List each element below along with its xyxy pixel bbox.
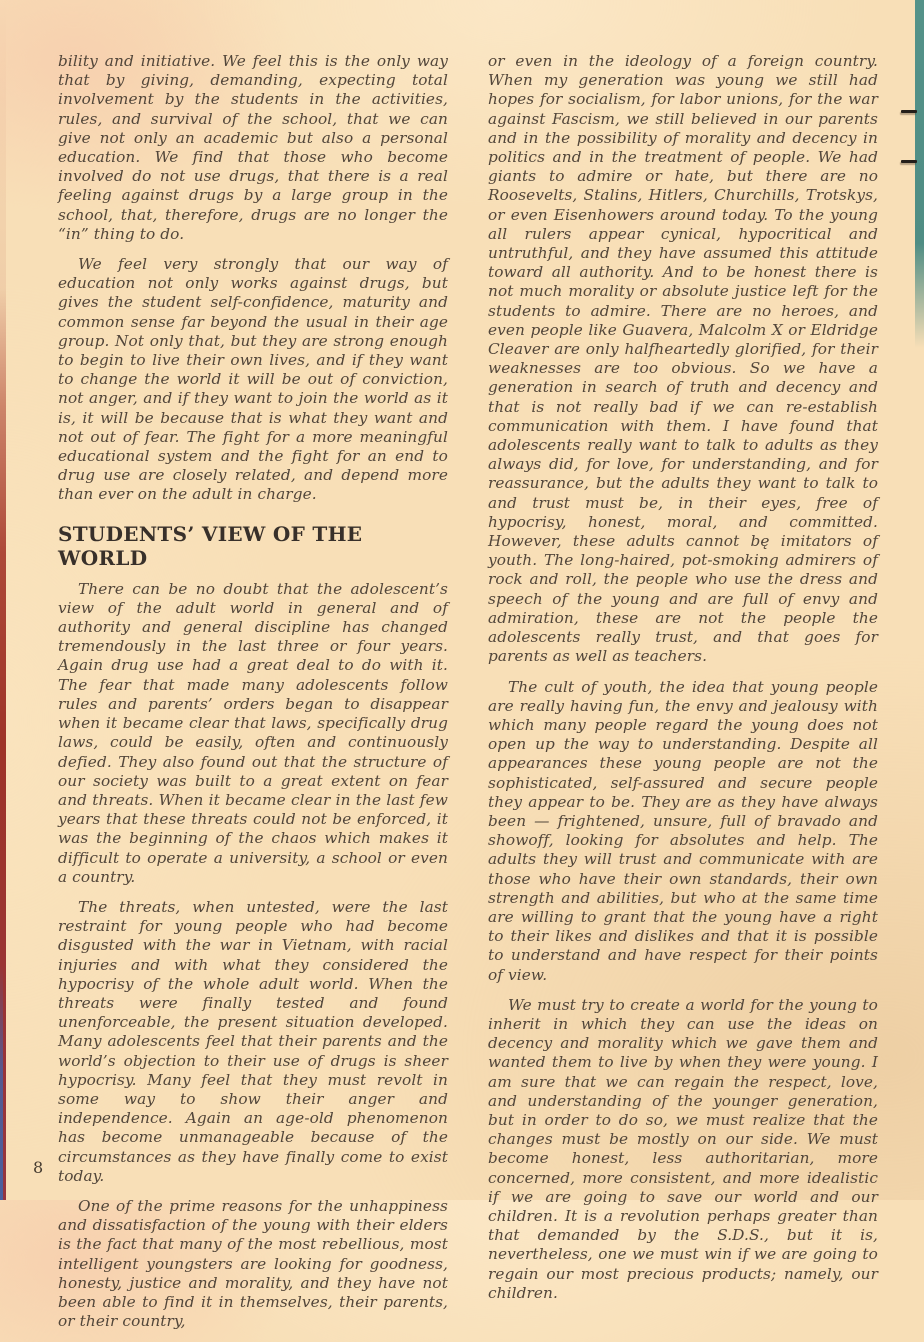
left-column xyxy=(58,52,448,1342)
staple-mark xyxy=(901,160,917,163)
staple-mark xyxy=(901,110,917,113)
paragraph: There can be no doubt that the adolescent’s view of the adult world in general and of authority and general discipline has changed tremendously in the last three or four years. Again drug use had a great deal to do with it. The fear that made many adolescents follow rules and parents’ orders began to disappear when it became clear that laws, specifically drug laws, could be easily, often and continuously defied. They also found out that the structure of our society was built to a great extent on fear and threats. When it became clear in the last few years that these threats could not be enforced, it was the beginning of the chaos which makes it difficult to operate a university, a school or even a country. xyxy=(58,579,448,886)
text-columns xyxy=(58,52,878,1342)
paragraph: We feel very strongly that our way of education not only works against drugs, but gives the student self-confidence, maturity and common sense far beyond the usual in their age group. Not only that, but they are strong enough to begin to live their own lives, and if they want to change the world it will be out of conviction, not anger, and if they want to join the world as it is, it will be because that is what they want and not out of fear. The fight for a more meaningful educational system and the fight for an end to drug use are closely related, and depend more than ever on the adult in charge. xyxy=(58,255,448,504)
paragraph: We must try to create a world for the young to inherit in which they can use the ideas on decency and morality which we gave them and wanted them to live by when they were young. I am sure that we can regain the respect, love, and understanding of the younger generation, but in order to do so, we must realize that the changes must be mostly on our side. We must become honest, less authoritarian, more concerned, more consistent, and more idealistic if we are going to save our world and our children. It is a revolution perhaps greater than that demanded by the S.D.S., but it is, nevertheless, one we must win if we are going to regain our most precious products; namely, our children. xyxy=(488,995,878,1302)
paragraph: The threats, when untested, were the last restraint for young people who had become disgusted with the war in Vietnam, with racial injuries and with what they considered the hypocrisy of the whole adult world. When the threats were finally tested and found unenforceable, the present situation developed. Many adolescents feel that their parents and the world’s objection to their use of drugs is sheer hypocrisy. Many feel that they must revolt in some way to show their anger and independence. Again an age-old phenomenon has become unmanageable because of the circumstances as they have finally come to exist today. xyxy=(58,897,448,1185)
right-column xyxy=(488,52,878,1342)
paragraph-continuation: bility and initiative. We feel this is the only way that by giving, demanding, expecting total involvement by the students in the activities, rules, and survival of the school, that we can give not only an academic but also a personal education. We find that those who become involved do not use drugs, that there is a real feeling against drugs by a large group in the school, that, therefore, drugs are no longer the “in” thing to do. xyxy=(58,52,448,243)
paragraph-continuation: or even in the ideology of a foreign country. When my generation was young we still had hopes for socialism, for labor unions, for the war against Fascism, we still believed in our parents and in the possibility of morality and decency in politics and in the treatment of people. We had giants to admire or hate, but there are no Roosevelts, Stalins, Hitlers, Churchills, Trotskys, or even Eisenhowers around today. To the young all rulers appear cynical, hypocritical and untruthful, and they have assumed this attitude toward all authority. And to be honest there is not much morality or absolute justice left for the students to admire. There are no heroes, and even people like Guavera, Malcolm X or Eldridge Cleaver are only halfheartedly glorified, for their weaknesses are too obvious. So we have a generation in search of truth and decency and that is not really bad if we can re-establish communication with them. I have found that adolescents really want to talk to adults as they always did, for love, for understanding, and for reassurance, but the adults they want to talk to and trust must be, in their eyes, free of hypocrisy, honest, moral, and committed. However, these adults cannot bę imitators of youth. The long-haired, pot-smoking admirers of rock and roll, the people who use the dress and speech of the young and are full of envy and admiration, these are not the people the adolescents really trust, and that goes for parents as well as teachers. xyxy=(488,52,878,666)
section-heading: STUDENTS’ VIEW OF THE WORLD xyxy=(58,521,363,570)
paragraph: One of the prime reasons for the unhappiness and dissatisfaction of the young with their elders is the fact that many of the most rebellious, most intelligent youngsters are looking for goodness, honesty, justice and morality, and they have not been able to find it in themselves, their parents, or their country, xyxy=(58,1196,448,1331)
paragraph: The cult of youth, the idea that young people are really having fun, the envy and jealousy with which many people regard the young does not open up the way to understanding. Despite all appearances these young people are not the sophisticated, self-assured and secure people they appear to be. They are as they have always been — frightened, unsure, full of bravado and showoff, looking for absolutes and help. The adults they will trust and communicate with are those who have their own standards, their own strength and abilities, but who at the same time are willing to grant that the young have a right to their likes and dislikes and that it is possible to understand and have respect for their points of view. xyxy=(488,677,878,984)
left-page-edge-blue-strip xyxy=(0,965,3,1200)
right-page-edge-teal-strip xyxy=(915,0,924,348)
page-number: 8 xyxy=(33,1158,44,1177)
left-page-edge-red-strip xyxy=(0,0,6,1200)
